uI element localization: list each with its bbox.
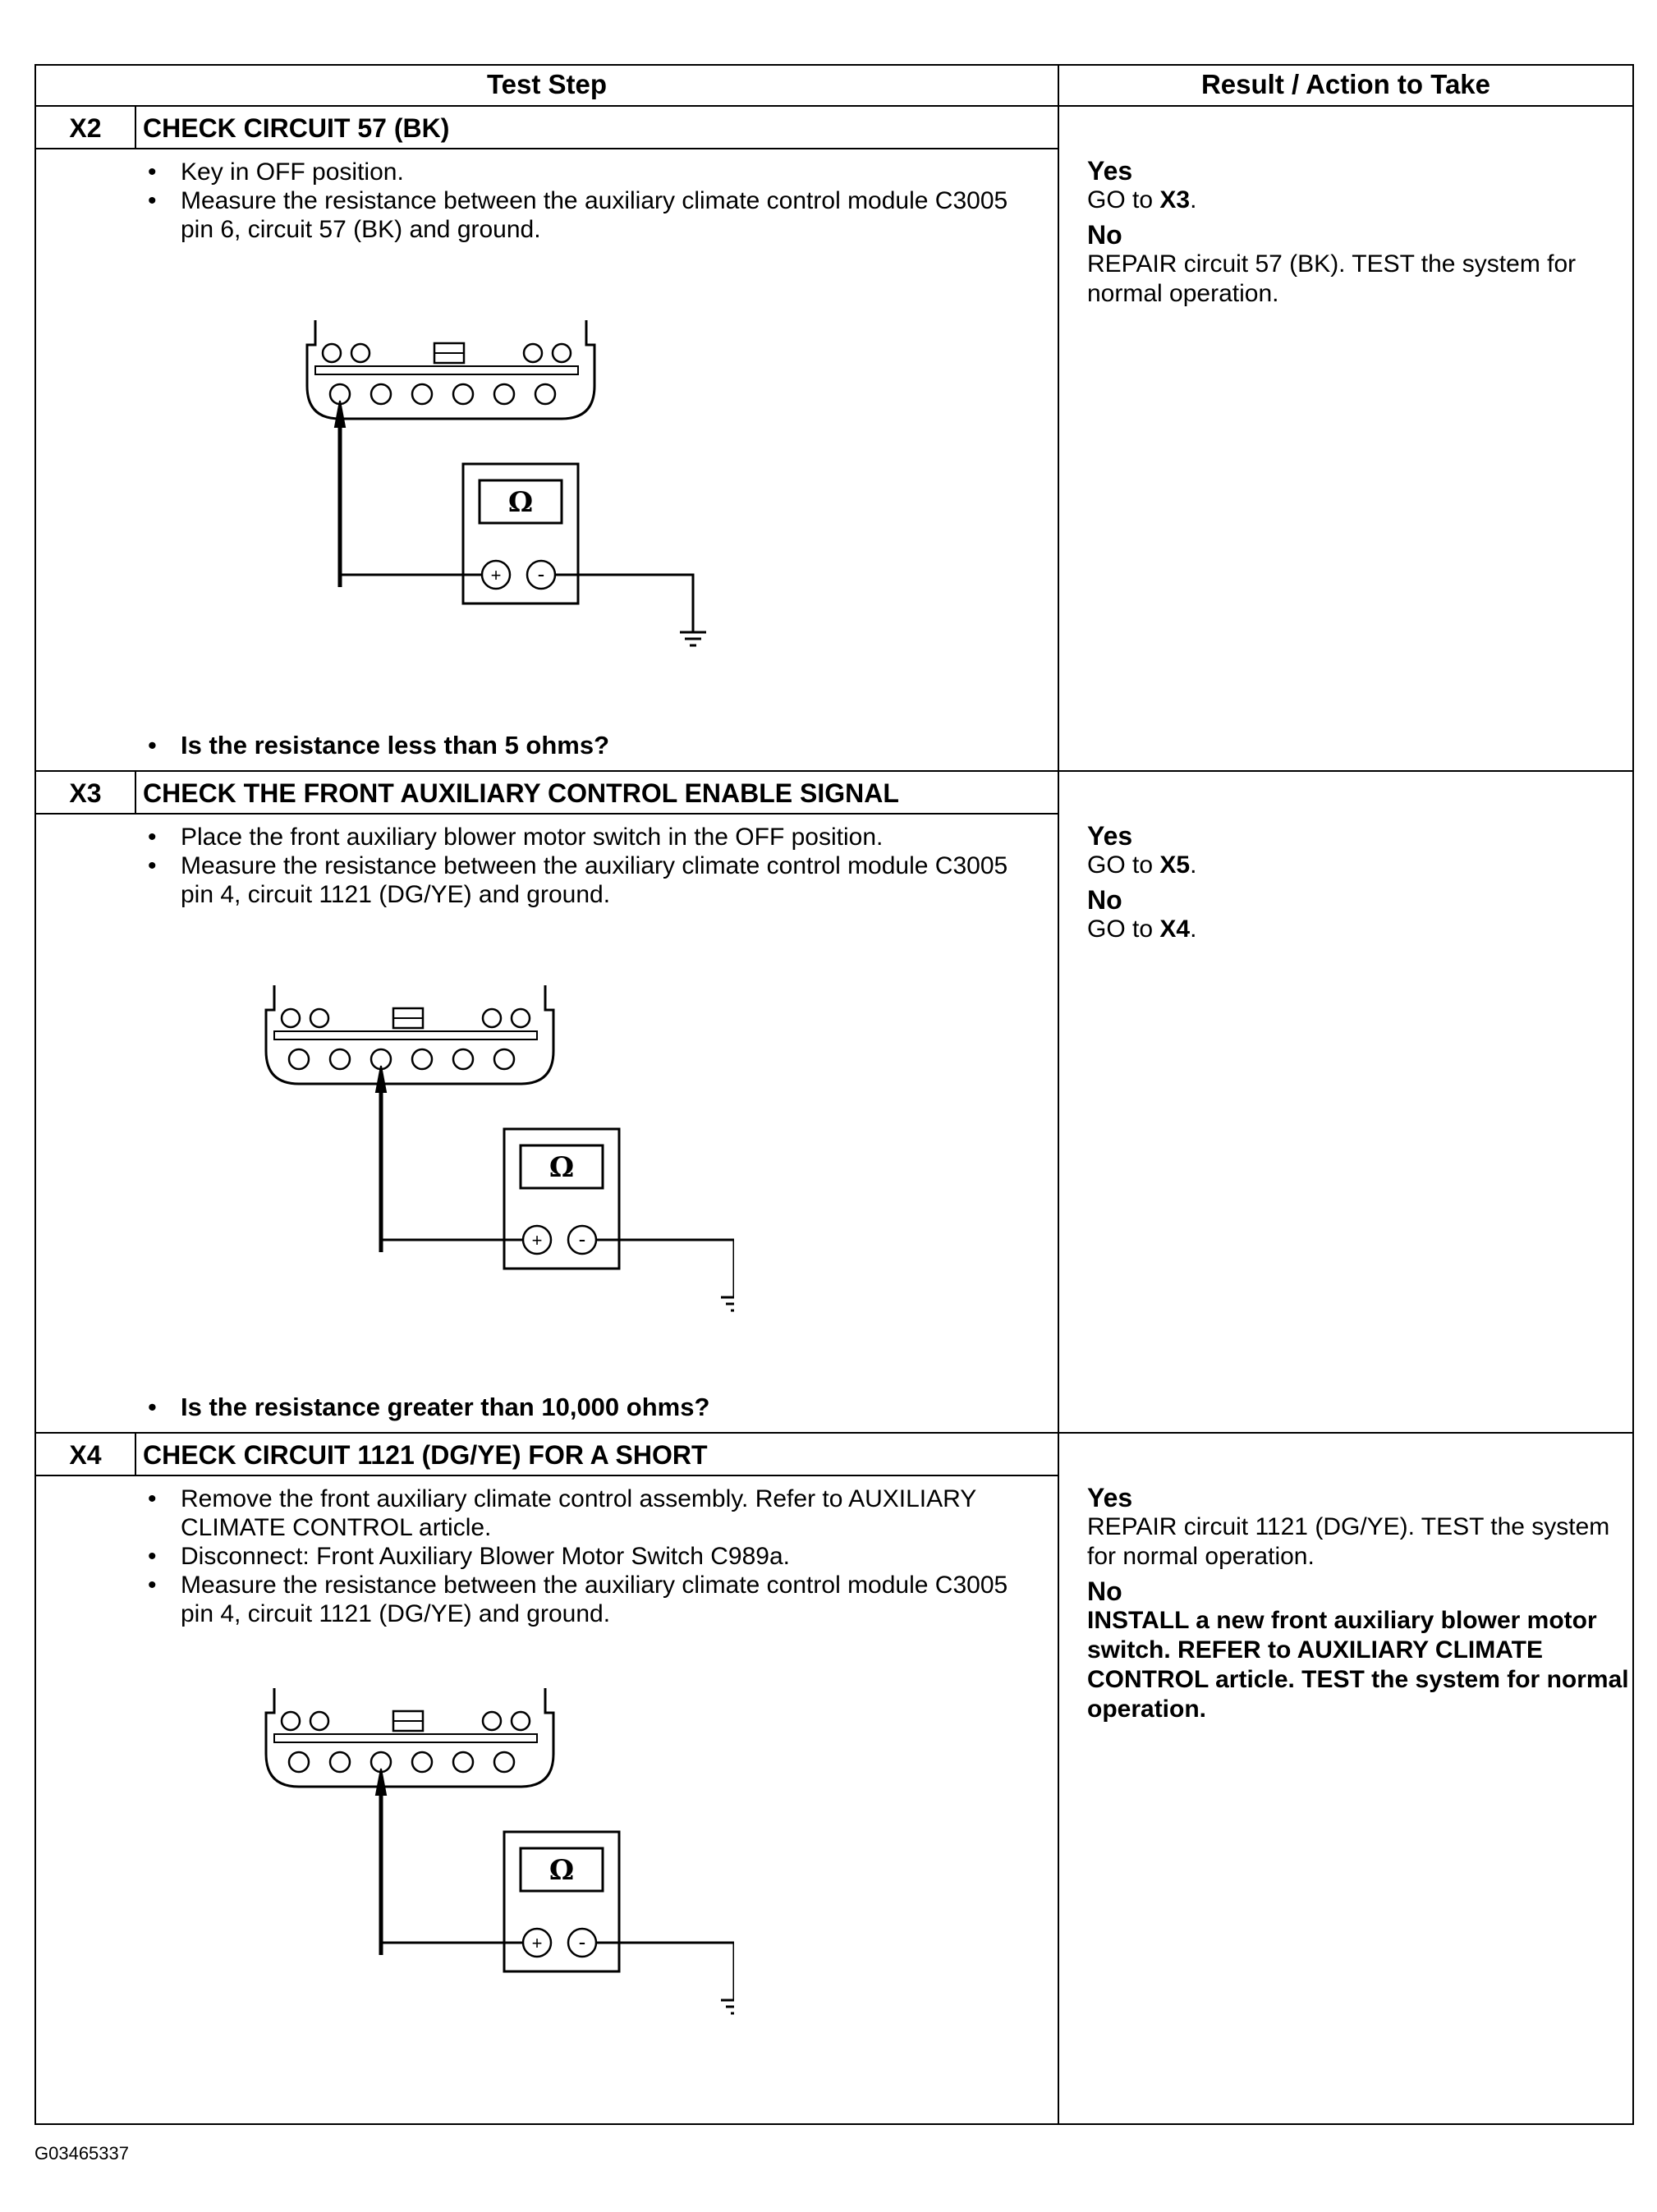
connector-top-pin [483, 1009, 501, 1027]
connector-top-pin [512, 1712, 530, 1730]
x2-x3-separator [36, 770, 1632, 772]
x3-title-underline [36, 813, 1058, 815]
minus-sign: - [537, 562, 545, 586]
probe-tip [376, 1066, 386, 1092]
connector-rib [315, 366, 578, 374]
x4-yes-label: Yes [1087, 1483, 1133, 1512]
x4-bullet-2: • Disconnect: Front Auxiliary Blower Motor Switch C989a. [135, 1542, 1038, 1571]
x2-yes-text: GO to [1087, 186, 1160, 213]
x2-bullet-1: • Key in OFF position. [135, 158, 1038, 186]
connector-pin [289, 1049, 309, 1069]
connector-rib [274, 1031, 537, 1039]
connector-top-pin [282, 1009, 300, 1027]
x2-question: • Is the resistance less than 5 ohms? [135, 731, 609, 760]
x3-id-divider [135, 770, 136, 815]
connector-pin [494, 384, 514, 404]
ohm-symbol: Ω [507, 486, 534, 519]
header-separator [36, 105, 1632, 107]
x4-step-title: CHECK CIRCUIT 1121 (DG/YE) FOR A SHORT [143, 1440, 708, 1470]
minus-sign: - [578, 1930, 586, 1954]
x4-no-label: No [1087, 1576, 1122, 1606]
x3-question: • Is the resistance greater than 10,000 ohms? [135, 1393, 709, 1422]
ohm-symbol: Ω [549, 1854, 575, 1887]
x2-step-id: X2 [69, 113, 102, 143]
connector-top-pin [351, 344, 369, 362]
connector-pin [371, 384, 391, 404]
x3-instructions [135, 823, 1046, 909]
x4-id-divider [135, 1432, 136, 1476]
minus-sign: - [578, 1227, 586, 1251]
connector-pin [330, 1752, 350, 1772]
x3-x4-separator [36, 1432, 1632, 1434]
connector-pin [289, 1752, 309, 1772]
x4-bullet-1: • Remove the front auxiliary climate control assembly. Refer to AUXILIARY CLIMATE CONTROL article. [135, 1485, 1038, 1542]
x2-no-label: No [1087, 220, 1122, 250]
x3-step-title: CHECK THE FRONT AUXILIARY CONTROL ENABLE SIGNAL [143, 778, 899, 808]
x2-id-divider [135, 105, 136, 149]
x3-no-target: X4 [1159, 916, 1191, 943]
connector-top-pin [310, 1712, 328, 1730]
x4-title-underline [36, 1475, 1058, 1476]
figure-code: G03465337 [34, 2143, 129, 2164]
connector-pin [453, 1049, 473, 1069]
column-divider [1058, 66, 1059, 2123]
ohm-symbol: Ω [549, 1151, 575, 1184]
x2-instructions [135, 158, 1038, 244]
x4-step-id: X4 [69, 1440, 102, 1470]
connector-pin [330, 1049, 350, 1069]
plus-sign: + [531, 1230, 543, 1251]
connector-pin [535, 384, 555, 404]
x3-step-id: X3 [69, 778, 102, 808]
x2-title-underline [36, 148, 1058, 149]
connector-top-pin [310, 1009, 328, 1027]
diagnostic-table [34, 64, 1634, 2125]
x4-yes-text: REPAIR circuit 1121 (DG/YE). TEST the system for normal operation. [1087, 1513, 1610, 1570]
x4-instructions [135, 1485, 1038, 1628]
x4-no-text: INSTALL a new front auxiliary blower motor switch. REFER to AUXILIARY CLIMATE CONTROL article. TEST the system for normal operation. [1087, 1607, 1629, 1723]
plus-sign: + [531, 1933, 543, 1953]
plus-sign: + [490, 565, 502, 585]
header-test-step: Test Step [486, 69, 608, 99]
x2-connector-ohmmeter-diagram [282, 312, 775, 739]
x3-bullet-2: • Measure the resistance between the auxiliary climate control module C3005 pin 4, circuit 1121 (DG/YE) and ground. [135, 851, 1046, 909]
connector-pin [453, 1752, 473, 1772]
connector-top-pin [553, 344, 571, 362]
connector-pin [412, 1049, 432, 1069]
x2-step-title: CHECK CIRCUIT 57 (BK) [143, 113, 450, 143]
connector-pin [494, 1049, 514, 1069]
connector-pin [412, 1752, 432, 1772]
connector-top-pin [323, 344, 341, 362]
connector-top-pin [282, 1712, 300, 1730]
connector-pin [494, 1752, 514, 1772]
connector-rib [274, 1734, 537, 1742]
connector-pin [453, 384, 473, 404]
x4-bullet-3: • Measure the resistance between the auxiliary climate control module C3005 pin 4, circuit 1121 (DG/YE) and ground. [135, 1571, 1038, 1628]
x2-no-text: REPAIR circuit 57 (BK). TEST the system for normal operation. [1087, 250, 1577, 307]
x3-yes-target: X5 [1159, 851, 1191, 879]
x2-results: Yes GO to X3. No REPAIR circuit 57 (BK). TEST the system for normal operation. [1087, 151, 1629, 309]
header-result-action: Result / Action to Take [1200, 69, 1491, 99]
x2-yes-label: Yes [1087, 156, 1133, 186]
x3-bullet-1: • Place the front auxiliary blower motor switch in the OFF position. [135, 823, 1046, 851]
connector-pin [412, 384, 432, 404]
x4-results [1087, 1478, 1629, 1724]
x3-connector-ohmmeter-diagram [241, 977, 734, 1404]
connector-top-pin [524, 344, 542, 362]
x3-no-label: No [1087, 885, 1122, 915]
connector-top-pin [512, 1009, 530, 1027]
x3-results: Yes GO to X5. No GO to X4. [1087, 816, 1629, 944]
x4-connector-ohmmeter-diagram [241, 1680, 734, 2107]
connector-top-pin [483, 1712, 501, 1730]
x3-yes-text: GO to [1087, 851, 1160, 879]
x2-bullet-2: • Measure the resistance between the auxiliary climate control module C3005 pin 6, circuit 57 (BK) and ground. [135, 186, 1038, 244]
probe-tip [376, 1769, 386, 1795]
x3-yes-label: Yes [1087, 821, 1133, 851]
x3-no-text: GO to [1087, 916, 1160, 943]
probe-tip [335, 401, 345, 427]
x2-yes-target: X3 [1159, 186, 1191, 213]
